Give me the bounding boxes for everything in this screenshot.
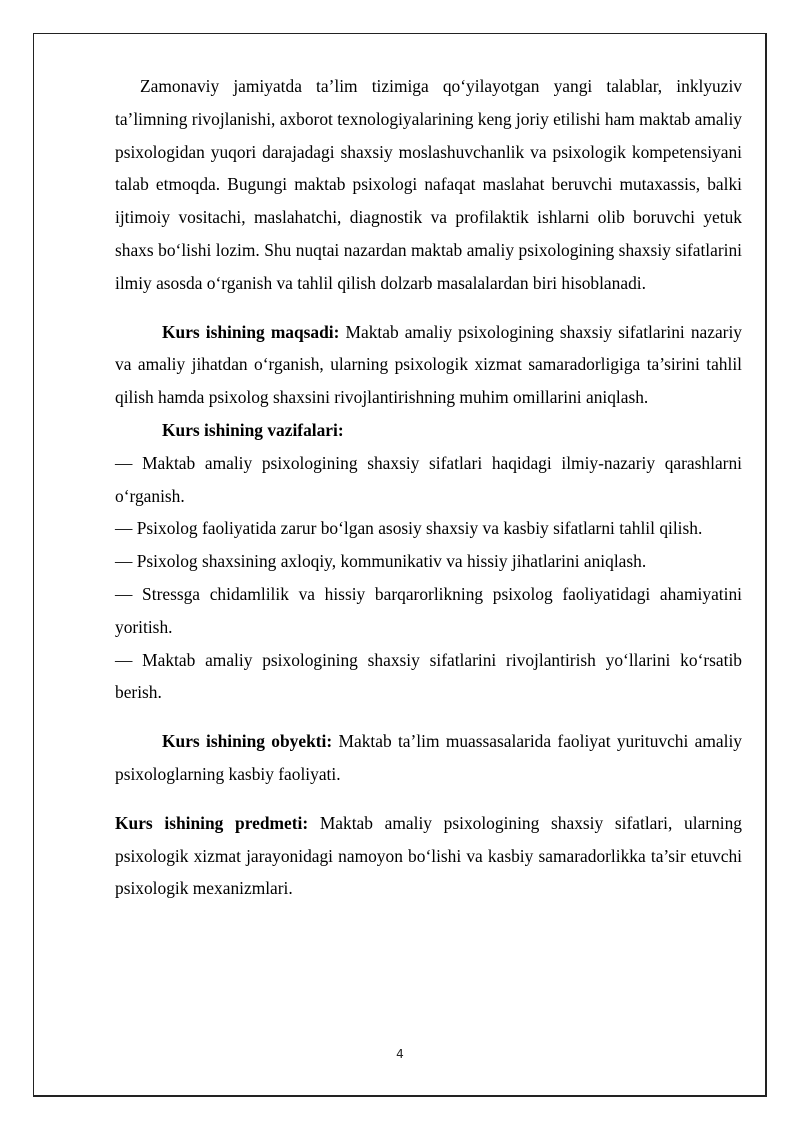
task-item: — Maktab amaliy psixologining shaxsiy sifatlari haqidagi ilmiy-nazariy qarashlarni o‘rganish. [115,452,742,506]
subject-label: Kurs ishining predmeti: [115,812,309,833]
object-text: Maktab ta’lim muassasalarida faoliyat yurituvchi amaliy psixologlarning kasbiy faoliyati. [115,731,742,784]
task-item: — Psixolog shaxsining axloqiy, kommunikativ va hissiy jihatlarini aniqlash. [115,551,647,572]
document-body [115,70,742,905]
page-number: 4 [396,1047,404,1061]
subject-text: Maktab amaliy psixologining shaxsiy sifatlari, ularning psixologik xizmat jarayonidagi namoyon bo‘lishi va kasbiy samaradorlikka ta’sir etuvchi psixologik mexanizmlari. [115,812,742,899]
goal-text: Maktab amaliy psixologining shaxsiy sifatlarini nazariy va amaliy jihatdan o‘rganish, ularning psixologik xizmat samaradorligiga ta’sirini tahlil qilish hamda psixolog shaxsini rivojlantirishning muhim omillarini aniqlash. [115,321,742,408]
task-item: — Psixolog faoliyatida zarur bo‘lgan asosiy shaxsiy va kasbiy sifatlarni tahlil qilish. [115,518,703,539]
object-label: Kurs ishining obyekti: [162,731,333,752]
goal-paragraph [115,316,742,414]
goal-label: Kurs ishining maqsadi: [162,321,340,342]
subject-paragraph [115,807,742,905]
task-item: — Stressga chidamlilik va hissiy barqarorlikning psixolog faoliyatidagi ahamiyatini yoritish. [115,583,742,637]
tasks-heading: Kurs ishining vazifalari: [162,419,344,440]
task-item: — Maktab amaliy psixologining shaxsiy sifatlarini rivojlantirish yo‘llarini ko‘rsatib berish. [115,649,742,703]
intro-paragraph: Zamonaviy jamiyatda ta’lim tizimiga qo‘yilayotgan yangi talablar, inklyuziv ta’limning rivojlanishi, axborot texnologiyalarining keng joriy etilishi ham maktab amaliy psixologidan yuqori darajadagi shaxsiy moslashuvchanlik va psixologik kompetensiyani talab etmoqda. Bugungi maktab psixologi nafaqat maslahat beruvchi mutaxassis, balki ijtimoiy vositachi, maslahatchi, diagnostik va profilaktik ishlarni olib boruvchi yetuk shaxs bo‘lishi lozim. Shu nuqtai nazardan maktab amaliy psixologining shaxsiy sifatlarini ilmiy asosda o‘rganish va tahlil qilish dolzarb masalalardan biri hisoblanadi. [115,76,742,293]
object-paragraph [115,725,742,791]
